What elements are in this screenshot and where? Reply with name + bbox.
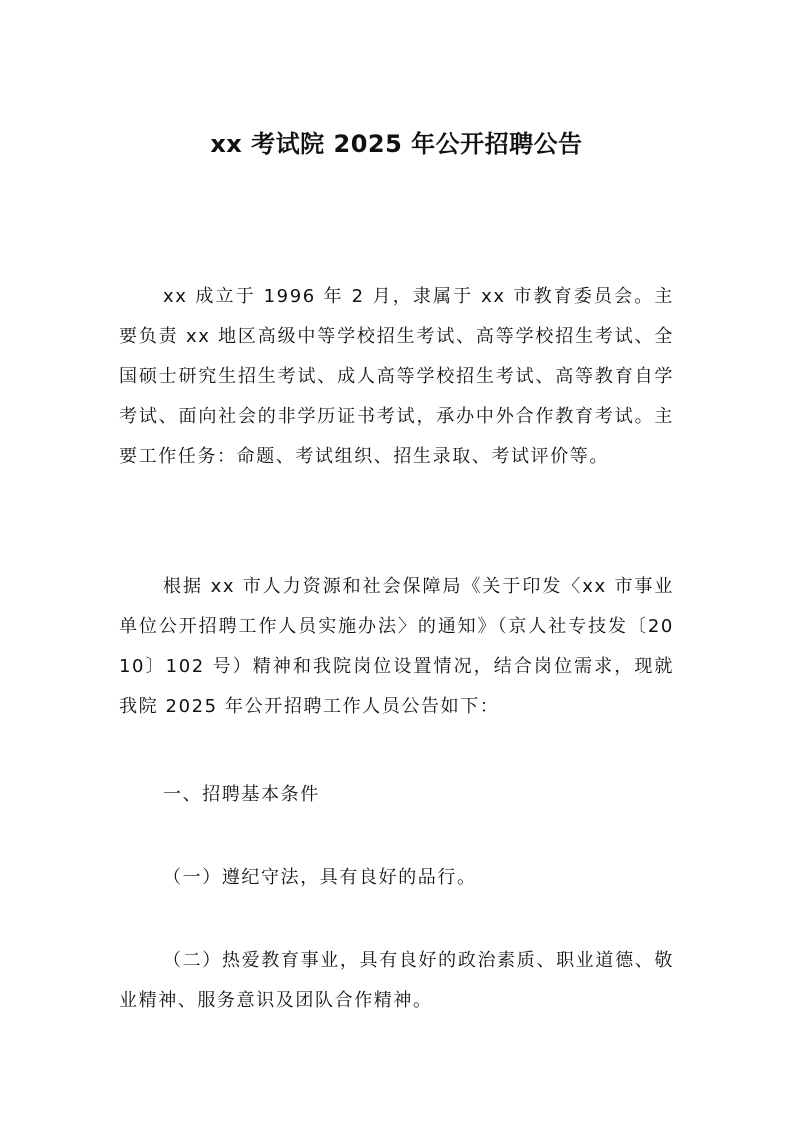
condition-item-2: （二）热爱教育事业，具有良好的政治素质、职业道德、敬业精神、服务意识及团队合作精神。 [119,950,674,1011]
section-heading: 一、招聘基本条件 [163,784,320,805]
document-title: xx 考试院 2025 年公开招聘公告 [210,130,583,158]
intro-paragraph: xx 成立于 1996 年 2 月，隶属于 xx 市教育委员会。主要负责 xx 地区高级中等学校招生考试、高等学校招生考试、全国硕士研究生招生考试、成人高等学校招生考试、高等教育自学考试、面向社会的非学历证书考试，承办中外合作教育考试。主要工作任务：命题、考试组织、招生录取、考试评价等。 [119,286,674,467]
condition-item-1: （一）遵纪守法，具有良好的品行。 [163,867,477,888]
basis-paragraph: 根据 xx 市人力资源和社会保障局《关于印发〈xx 市事业单位公开招聘工作人员实施办法〉的通知》（京人社专技发〔2010〕102 号）精神和我院岗位设置情况，结合岗位需求，现就我院 2025 年公开招聘工作人员公告如下： [119,576,674,717]
